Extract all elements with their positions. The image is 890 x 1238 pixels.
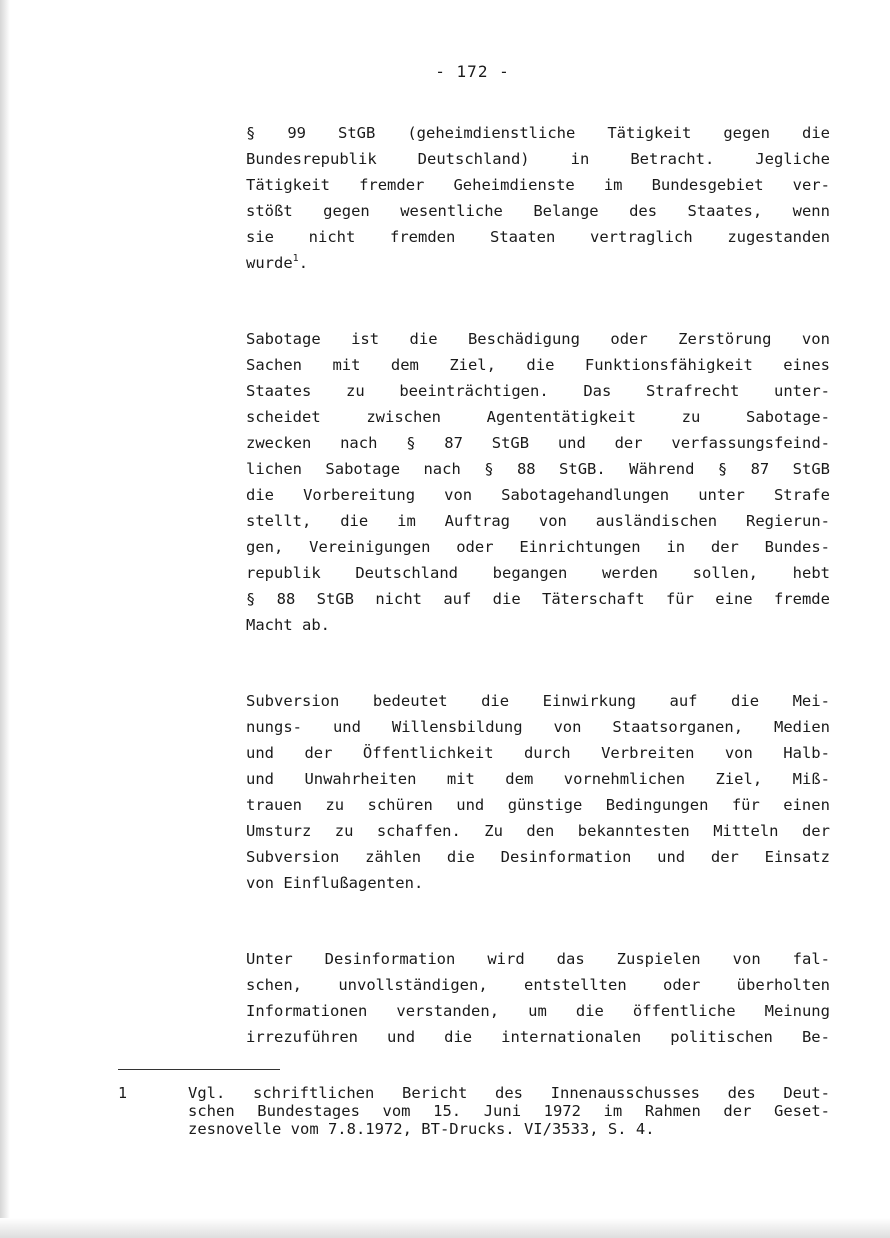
footnote-text (188, 1084, 830, 1138)
word: 88 (516, 460, 536, 478)
word: StGB (491, 434, 530, 452)
word: des (495, 1084, 523, 1102)
word: Regierun- (746, 512, 830, 530)
word: des (629, 202, 658, 220)
word: Ziel, (715, 770, 763, 788)
word: Miß- (792, 770, 830, 788)
word: republik (246, 564, 321, 582)
text-line (246, 352, 830, 378)
word: Strafe (773, 486, 830, 504)
text-line (246, 482, 830, 508)
word: Das (583, 382, 612, 400)
word: eine (715, 590, 753, 608)
word: werden (601, 564, 658, 582)
word: Verbreiten (601, 744, 695, 762)
word: der (723, 1102, 752, 1120)
word: StGB (316, 590, 354, 608)
word: Während (629, 460, 695, 478)
word: Mei- (792, 692, 830, 710)
word: auf (443, 590, 472, 608)
word: Willensbildung (391, 718, 523, 736)
word: das (556, 950, 585, 968)
word: schüren (367, 796, 433, 814)
word: § (246, 590, 256, 608)
word: die (444, 1028, 473, 1046)
text-line (246, 998, 830, 1024)
word: und (246, 744, 274, 762)
word: Juni (483, 1102, 522, 1120)
word: sie (246, 228, 274, 246)
word: Bundesgebiet (651, 176, 764, 194)
text-fragment: von Einflußagenten. (246, 874, 424, 892)
word: Betracht. (630, 150, 715, 168)
word: StGB. (559, 460, 606, 478)
word: im (397, 512, 416, 530)
word: Einsatz (764, 848, 830, 866)
text-line (246, 1024, 830, 1050)
word: Unter (246, 950, 293, 968)
word: mit (446, 770, 475, 788)
word: in (666, 538, 686, 556)
text-line (246, 120, 830, 146)
word: der (614, 434, 643, 452)
footnote-line-last (188, 1120, 830, 1138)
word: Vorbereitung (303, 486, 416, 504)
word: Bundes- (764, 538, 830, 556)
text-line (246, 404, 830, 430)
word: vornehmlichen (563, 770, 686, 788)
word: internationalen (501, 1028, 642, 1046)
word: der (710, 538, 739, 556)
word: die (492, 590, 521, 608)
footnote-separator (118, 1069, 280, 1070)
word: Einrichtungen (519, 538, 641, 556)
word: Bundestages (257, 1102, 360, 1120)
word: und (332, 718, 361, 736)
word: einen (783, 796, 830, 814)
text-line (246, 326, 830, 352)
word: Vgl. (188, 1084, 226, 1102)
word: beeinträchtigen. (399, 382, 549, 400)
word: günstige (507, 796, 583, 814)
text-line (246, 378, 830, 404)
word: zählen (365, 848, 422, 866)
word: § (717, 460, 728, 478)
word: Be- (801, 1028, 830, 1046)
word: fal- (792, 950, 830, 968)
word: Staates (246, 382, 312, 400)
text-line (246, 688, 830, 714)
word: durch (523, 744, 571, 762)
word: unter- (774, 382, 830, 400)
word: Zerstörung (678, 330, 772, 348)
word: die (446, 848, 475, 866)
word: von (801, 330, 830, 348)
word: trauen (246, 796, 302, 814)
word: gegen (723, 124, 770, 142)
word: Medien (774, 718, 830, 736)
word: oder (610, 330, 648, 348)
word: wesentliche (400, 202, 503, 220)
word: die (340, 512, 369, 530)
word: Tätigkeit (246, 176, 330, 194)
word: unvollständigen, (338, 976, 488, 994)
word: Informationen (246, 1002, 368, 1020)
word: Rahmen (644, 1102, 701, 1120)
word: Geheimdienste (453, 176, 575, 194)
word: politischen (670, 1028, 773, 1046)
text-line (246, 172, 830, 198)
word: Agententätigkeit (486, 408, 636, 426)
word: ist (351, 330, 380, 348)
word: öffentliche (632, 1002, 736, 1020)
body-text (246, 120, 830, 1100)
text-fragment: Macht ab. (246, 616, 330, 634)
word: zugestanden (727, 228, 830, 246)
word: zwecken (246, 434, 312, 452)
word: vom (382, 1102, 411, 1120)
word: Subversion (246, 848, 340, 866)
word: Deut- (783, 1084, 830, 1102)
word: Umsturz (246, 822, 312, 840)
word: Bundesrepublik (246, 150, 377, 168)
page-number: - 172 - (435, 62, 510, 81)
word: stößt (246, 202, 293, 220)
word: Staaten (490, 228, 556, 246)
word: für (731, 796, 760, 814)
word: den (526, 822, 555, 840)
word: Auftrag (444, 512, 510, 530)
paragraph-4 (246, 946, 830, 1050)
text-fragment: zesnovelle vom 7.8.1972, BT-Drucks. VI/3533, S. 4. (188, 1120, 655, 1138)
word: scheidet (246, 408, 321, 426)
paragraph-3 (246, 688, 830, 896)
word: Meinung (764, 1002, 830, 1020)
word: 99 (287, 124, 307, 142)
word: ausländischen (595, 512, 718, 530)
text-line (246, 714, 830, 740)
word: verstanden, (396, 1002, 500, 1020)
paragraph-2 (246, 326, 830, 638)
text-line (246, 844, 830, 870)
word: und (246, 770, 274, 788)
word: von (553, 718, 582, 736)
word: dem (390, 356, 419, 374)
word: Geset- (774, 1102, 830, 1120)
word: schaffen. (376, 822, 461, 840)
word: überholten (736, 976, 830, 994)
word: schriftlichen (253, 1084, 375, 1102)
word: irrezuführen (246, 1028, 358, 1046)
word: und (557, 434, 586, 452)
text-line (246, 946, 830, 972)
word: die (481, 692, 510, 710)
word: Staates, (687, 202, 763, 220)
word: Bericht (402, 1084, 468, 1102)
footnote-marker: 1 (118, 1084, 128, 1102)
word: Zu (484, 822, 503, 840)
text-line (246, 740, 830, 766)
word: nach (340, 434, 378, 452)
word: oder (456, 538, 494, 556)
word: fremden (390, 228, 456, 246)
word: auf (669, 692, 698, 710)
word: Sabotage (246, 330, 321, 348)
word: unter (698, 486, 745, 504)
text-line (246, 456, 830, 482)
word: Mitteln (713, 822, 779, 840)
word: entstellten (524, 976, 627, 994)
word: gegen (323, 202, 370, 220)
word: und (657, 848, 686, 866)
word: § (246, 124, 256, 142)
word: und (456, 796, 485, 814)
word: begangen (492, 564, 568, 582)
word: 87 (444, 434, 463, 452)
word: ver- (792, 176, 830, 194)
word: Desinformation (500, 848, 632, 866)
word: und (387, 1028, 416, 1046)
text-line-last (246, 612, 830, 638)
scan-bottom-shadow (0, 1218, 890, 1238)
word: stellt, (246, 512, 312, 530)
word: 1972 (543, 1102, 581, 1120)
word: (geheimdienstliche (407, 124, 576, 142)
word: um (528, 1002, 547, 1020)
text-line (246, 560, 830, 586)
footnote-reference: 1 (292, 253, 299, 264)
word: im (603, 1102, 623, 1120)
word: 87 (750, 460, 770, 478)
text-line (246, 224, 830, 250)
word: wenn (792, 202, 830, 220)
word: wird (487, 950, 525, 968)
word: eines (783, 356, 830, 374)
word: lichen (246, 460, 302, 478)
word: Bedingungen (605, 796, 709, 814)
word: von (538, 512, 567, 530)
word: Deutschland (355, 564, 458, 582)
word: bedeutet (372, 692, 448, 710)
text-line (246, 792, 830, 818)
text-line (246, 534, 830, 560)
word: im (603, 176, 623, 194)
word: schen (188, 1102, 235, 1120)
word: hebt (792, 564, 830, 582)
word: zu (325, 796, 345, 814)
word: Staatsorganen, (612, 718, 744, 736)
word: 15. (433, 1102, 462, 1120)
word: Subversion (246, 692, 340, 710)
word: Täterschaft (541, 590, 645, 608)
text-line (246, 198, 830, 224)
word: Belange (533, 202, 599, 220)
word: nach (423, 460, 461, 478)
word: die (731, 692, 760, 710)
word: die (575, 1002, 604, 1020)
word: Halb- (783, 744, 830, 762)
word: Sabotage (325, 460, 401, 478)
word: StGB (338, 124, 376, 142)
word: für (665, 590, 694, 608)
word: Zuspielen (616, 950, 701, 968)
word: nicht (308, 228, 356, 246)
word: Sachen (246, 356, 302, 374)
word: der (801, 822, 830, 840)
word: in (570, 150, 590, 168)
word: Innenausschusses (550, 1084, 700, 1102)
footnote-line (188, 1084, 830, 1102)
text-line (246, 586, 830, 612)
word: Jegliche (755, 150, 830, 168)
text-line-last (246, 870, 830, 896)
word: von (724, 744, 753, 762)
text-line (246, 146, 830, 172)
word: verfassungsfeind- (671, 434, 830, 452)
word: Beschädigung (467, 330, 580, 348)
word: dem (505, 770, 534, 788)
word: § (406, 434, 416, 452)
word: § (484, 460, 494, 478)
word: fremder (359, 176, 425, 194)
word: die (409, 330, 438, 348)
word: nicht (375, 590, 422, 608)
word: fremde (773, 590, 830, 608)
word: Ziel, (449, 356, 496, 374)
word: sollen, (692, 564, 758, 582)
text-line (246, 766, 830, 792)
word: zu (681, 408, 701, 426)
word: Desinformation (324, 950, 456, 968)
word: StGB (792, 460, 830, 478)
word: Strafrecht (646, 382, 740, 400)
word: die (526, 356, 555, 374)
word: zu (346, 382, 365, 400)
text-line-last (246, 250, 830, 276)
word: Einwirkung (542, 692, 636, 710)
word: zu (334, 822, 354, 840)
paragraph-1 (246, 120, 830, 276)
word: nungs- (246, 718, 302, 736)
text-line (246, 818, 830, 844)
word: gen, (246, 538, 284, 556)
text-line (246, 972, 830, 998)
word: Vereinigungen (309, 538, 431, 556)
word: der (710, 848, 739, 866)
word: bekanntesten (577, 822, 690, 840)
word: vertraglich (590, 228, 693, 246)
word: des (727, 1084, 756, 1102)
word: schen, (246, 976, 302, 994)
word: von (732, 950, 761, 968)
word: oder (663, 976, 701, 994)
text-line (246, 430, 830, 456)
text-line (246, 508, 830, 534)
word: mit (332, 356, 361, 374)
word: Sabotage- (745, 408, 830, 426)
word: 88 (276, 590, 296, 608)
word: zwischen (366, 408, 441, 426)
word: die (246, 486, 274, 504)
word: Deutschland) (417, 150, 530, 168)
word: Unwahrheiten (304, 770, 417, 788)
text-fragment: . (298, 254, 309, 272)
scan-edge-shadow (0, 0, 10, 1238)
word: Tätigkeit (607, 124, 692, 142)
word: Öffentlichkeit (362, 744, 494, 762)
word: der (304, 744, 333, 762)
word: Sabotagehandlungen (501, 486, 670, 504)
word: die (802, 124, 830, 142)
word: von (444, 486, 473, 504)
footnote-line (188, 1102, 830, 1120)
word: Funktionsfähigkeit (584, 356, 753, 374)
text-fragment: wurde (246, 254, 293, 272)
